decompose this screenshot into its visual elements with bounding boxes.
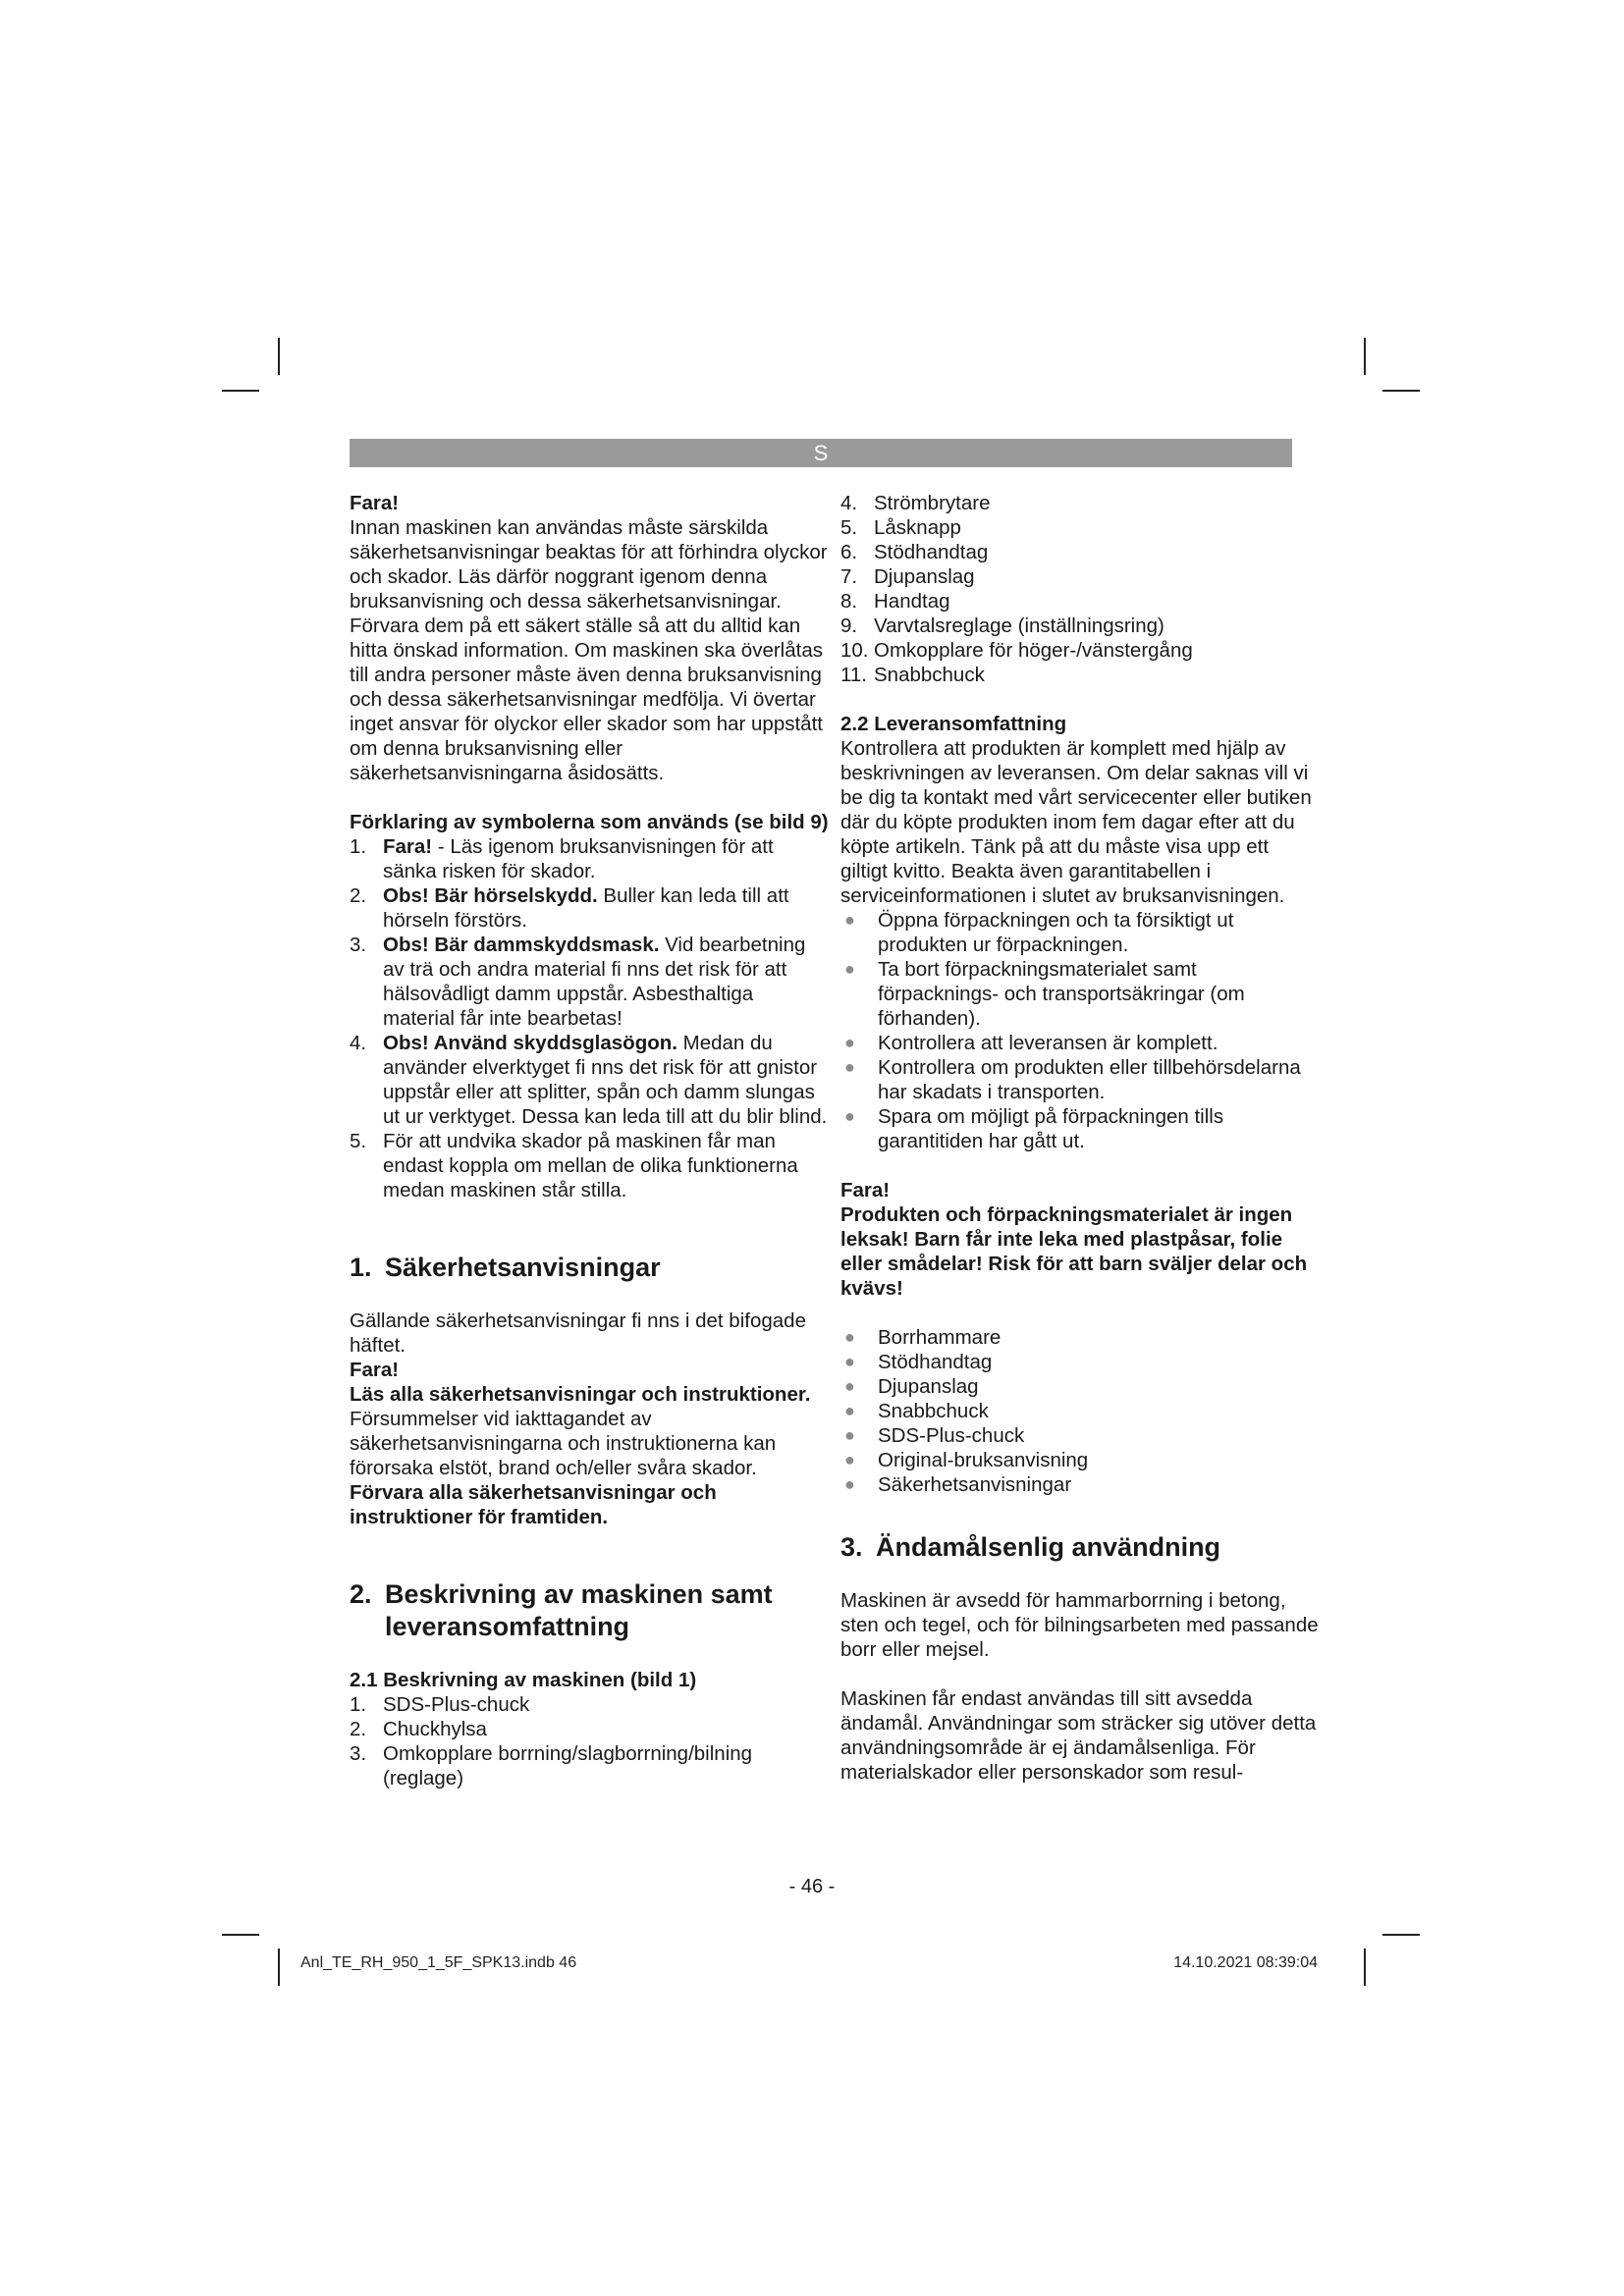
list-item-number: 10. <box>840 639 869 662</box>
list-item <box>840 589 1320 614</box>
bullet-icon: ● <box>844 1327 855 1347</box>
language-header-bar <box>350 439 1292 467</box>
section-2-heading <box>350 1578 829 1643</box>
list-item <box>840 663 1320 687</box>
text-run: Buller kan leda till att hörseln förstörs. <box>383 884 789 932</box>
bullet-text: Kontrollera om produkten eller tillbehörsdelarna har skadats i transporten. <box>878 1056 1301 1103</box>
bullet-item <box>840 1448 1320 1472</box>
section-2-2-heading: 2.2 Leveransomfattning <box>840 713 1067 735</box>
bullet-icon: ● <box>844 1450 855 1469</box>
list-item-number: 4. <box>840 492 858 514</box>
list-item-number: 3. <box>350 1742 367 1765</box>
bullet-icon: ● <box>844 1057 855 1077</box>
text-run: Försummelser vid iakttagandet av säkerhetsanvisningarna och instruktionerna kan förorsaka elstöt, brand och/eller svåra skador. <box>350 1408 777 1479</box>
list-item-number: 9. <box>840 614 858 637</box>
list-item <box>350 1741 829 1790</box>
list-item-number: 8. <box>840 590 858 613</box>
bullet-item <box>840 1350 1320 1374</box>
left-column <box>350 491 829 1790</box>
crop-mark-bottom-left-vertical <box>278 1949 280 1986</box>
list-item <box>350 1692 829 1717</box>
bullet-item <box>840 908 1320 957</box>
text-run: Vid bearbetning av trä och andra material fi nns det risk för att hälsovådligt damm uppstår. Asbesthaltiga material får inte bearbetas! <box>383 934 806 1030</box>
machine-parts-list-b <box>840 491 1320 687</box>
text-run: Förvara alla säkerhetsanvisningar och instruktioner för framtiden. <box>350 1481 717 1528</box>
bullet-text: Ta bort förpackningsmaterialet samt förpacknings- och transportsäkringar (om förhanden). <box>878 958 1245 1030</box>
bullet-text: Original-bruksanvisning <box>878 1449 1089 1471</box>
section-1-heading <box>350 1252 829 1284</box>
text-run: Snabbchuck <box>874 664 985 686</box>
list-item <box>350 883 829 933</box>
list-item-number: 6. <box>840 541 858 563</box>
bullet-text: Säkerhetsanvisningar <box>878 1473 1072 1496</box>
list-item-number: 2. <box>350 1718 367 1740</box>
language-label: S <box>813 441 829 465</box>
bullet-item <box>840 1325 1320 1350</box>
bullet-text: Stödhandtag <box>878 1351 993 1373</box>
bullet-icon: ● <box>844 910 855 930</box>
print-slug-timestamp: 14.10.2021 08:39:04 <box>1173 1954 1318 1971</box>
crop-mark-bottom-left-horizontal <box>222 1934 259 1936</box>
safety-paragraph: Gällande säkerhetsanvisningar fi nns i det bifogade häftet. <box>350 1309 806 1357</box>
text-run: Fara! <box>383 835 433 858</box>
text-run: - Läs igenom bruksanvisningen för att sänka risken för skador. <box>383 835 774 882</box>
list-item <box>840 638 1320 663</box>
text-run: Medan du använder elverktyget fi nns det risk för att gnistor uppstår eller att splitter, spån och damm slungas ut ur verktyget. Dessa kan leda till att du blir blind. <box>383 1032 828 1128</box>
text-run: Omkopplare för höger-/vänstergång <box>874 639 1193 662</box>
text-run: Omkopplare borrning/slagborrning/bilning (reglage) <box>383 1742 753 1789</box>
list-item <box>350 1031 829 1129</box>
crop-mark-top-left-horizontal <box>222 390 259 392</box>
bullet-icon: ● <box>844 1033 855 1052</box>
delivery-steps-list <box>840 908 1320 1153</box>
text-run: Läs alla säkerhetsanvisningar och instruktioner. <box>350 1383 811 1406</box>
list-item <box>350 1129 829 1202</box>
right-column <box>840 491 1320 1785</box>
bullet-text: Öppna förpackningen och ta försiktigt ut produkten ur förpackningen. <box>878 909 1234 956</box>
danger-paragraph: Innan maskinen kan användas måste särskilda säkerhetsanvisningar beaktas för att förhindra olyckor och skador. Läs därför noggrant igenom denna bruksanvisning och dessa säkerhetsanvisningar. Förvara dem på ett säkert ställe så att du alltid kan hitta önskad information. Om maskinen ska överlåtas till andra personer måste även denna bruksanvisning och dessa säkerhetsanvisningar medfölja. Vi övertar inget ansvar för olyckor eller skador som har uppstått om denna bruksanvisning eller säkerhetsanvisningarna åsidosätts. <box>350 516 828 784</box>
bullet-item <box>840 957 1320 1031</box>
section-3-number: 3. <box>840 1532 863 1562</box>
bullet-icon: ● <box>844 1425 855 1445</box>
bullet-icon: ● <box>844 1474 855 1494</box>
list-item-number: 5. <box>840 516 858 539</box>
list-item-number: 3. <box>350 934 367 956</box>
section-2-number: 2. <box>350 1579 372 1609</box>
bullet-text: Borrhammare <box>878 1326 1001 1349</box>
bullet-icon: ● <box>844 1352 855 1371</box>
bullet-item <box>840 1423 1320 1448</box>
intended-use-paragraph-1: Maskinen är avsedd för hammarborrning i betong, sten och tegel, och för bilningsarbeten med passande borr eller mejsel. <box>840 1589 1319 1661</box>
section-3-title: Ändamålsenlig användning <box>876 1532 1221 1562</box>
list-item <box>840 614 1320 638</box>
symbols-heading: Förklaring av symbolerna som används (se bild 9) <box>350 811 829 833</box>
list-item-number: 2. <box>350 884 367 907</box>
list-item <box>840 515 1320 540</box>
machine-parts-list-a <box>350 1692 829 1790</box>
bullet-icon: ● <box>844 959 855 979</box>
bullet-item <box>840 1031 1320 1055</box>
bullet-item <box>840 1055 1320 1104</box>
bullet-text: SDS-Plus-chuck <box>878 1424 1025 1447</box>
list-item <box>840 491 1320 515</box>
list-item-number: 11. <box>840 664 867 686</box>
text-run: Obs! Använd skyddsglasögon. <box>383 1032 677 1054</box>
bullet-text: Spara om möjligt på förpackningen tills garantitiden har gått ut. <box>878 1105 1224 1152</box>
bullet-item <box>840 1374 1320 1399</box>
intended-use-paragraph-2: Maskinen får endast användas till sitt avsedda ändamål. Användningar som sträcker sig utöver detta användningsområde är ej ändamålsenliga. För materialskador eller personskador som resul- <box>840 1687 1317 1784</box>
text-run: Chuckhylsa <box>383 1718 487 1740</box>
bullet-icon: ● <box>844 1376 855 1396</box>
bullet-item <box>840 1399 1320 1423</box>
page-number: - 46 - <box>788 1876 836 1897</box>
section-3-heading <box>840 1531 1320 1564</box>
safety-instructions-paragraph <box>350 1382 829 1529</box>
bullet-text: Djupanslag <box>878 1375 979 1398</box>
bullet-icon: ● <box>844 1106 855 1126</box>
list-item <box>840 564 1320 589</box>
list-item-number: 5. <box>350 1130 367 1152</box>
delivery-paragraph: Kontrollera att produkten är komplett med hjälp av beskrivningen av leveransen. Om delar saknas vill vi be dig ta kontakt med vårt servicecenter eller butiken där du köpte produkten inom fem dagar efter att du köpte artikeln. Tänk på att du måste visa upp ett giltigt kvitto. Beakta även garantitabellen i serviceinformationen i slutet av bruksanvisningen. <box>840 737 1312 907</box>
bullet-text: Snabbchuck <box>878 1400 989 1422</box>
text-run: Obs! Bär dammskyddsmask. <box>383 934 660 956</box>
text-run: För att undvika skador på maskinen får man endast koppla om mellan de olika funktionerna medan maskinen står stilla. <box>383 1130 798 1201</box>
list-item-number: 4. <box>350 1032 367 1054</box>
text-run: Låsknapp <box>874 516 961 539</box>
crop-mark-top-right-vertical <box>1364 338 1366 375</box>
symbols-list <box>350 834 829 1202</box>
section-1-title: Säkerhetsanvisningar <box>385 1253 661 1282</box>
text-run: Djupanslag <box>874 565 975 588</box>
list-item-number: 1. <box>350 835 367 858</box>
crop-mark-top-left-vertical <box>278 338 280 375</box>
bullet-text: Kontrollera att leveransen är komplett. <box>878 1032 1218 1054</box>
section-2-1-heading: 2.1 Beskrivning av maskinen (bild 1) <box>350 1669 697 1691</box>
list-item <box>350 834 829 883</box>
section-2-title: Beskrivning av maskinen samt leveransomfattning <box>385 1579 773 1641</box>
danger-heading: Fara! <box>350 492 400 514</box>
text-run: Stödhandtag <box>874 541 989 563</box>
text-run: SDS-Plus-chuck <box>383 1693 530 1716</box>
text-run: Varvtalsreglage (inställningsring) <box>874 614 1164 637</box>
crop-mark-top-right-horizontal <box>1382 390 1420 392</box>
crop-mark-bottom-right-horizontal <box>1382 1934 1420 1936</box>
bullet-item <box>840 1104 1320 1153</box>
section-1-number: 1. <box>350 1253 372 1282</box>
warning-paragraph: Produkten och förpackningsmaterialet är ingen leksak! Barn får inte leka med plastpåsar, folie eller smådelar! Risk för att barn sväljer delar och kvävs! <box>840 1203 1308 1300</box>
text-run: Handtag <box>874 590 950 613</box>
print-slug-filename: Anl_TE_RH_950_1_5F_SPK13.indb 46 <box>300 1954 577 1971</box>
text-run: Strömbrytare <box>874 492 991 514</box>
scope-of-delivery-list <box>840 1325 1320 1497</box>
list-item <box>840 540 1320 564</box>
list-item-number: 1. <box>350 1693 367 1716</box>
list-item <box>350 933 829 1031</box>
warning-heading: Fara! <box>840 1179 891 1201</box>
crop-mark-bottom-right-vertical <box>1364 1949 1366 1986</box>
list-item-number: 7. <box>840 565 858 588</box>
bullet-item <box>840 1472 1320 1497</box>
safety-danger-heading: Fara! <box>350 1359 400 1381</box>
text-run: Obs! Bär hörselskydd. <box>383 884 598 907</box>
list-item <box>350 1717 829 1741</box>
bullet-icon: ● <box>844 1401 855 1420</box>
